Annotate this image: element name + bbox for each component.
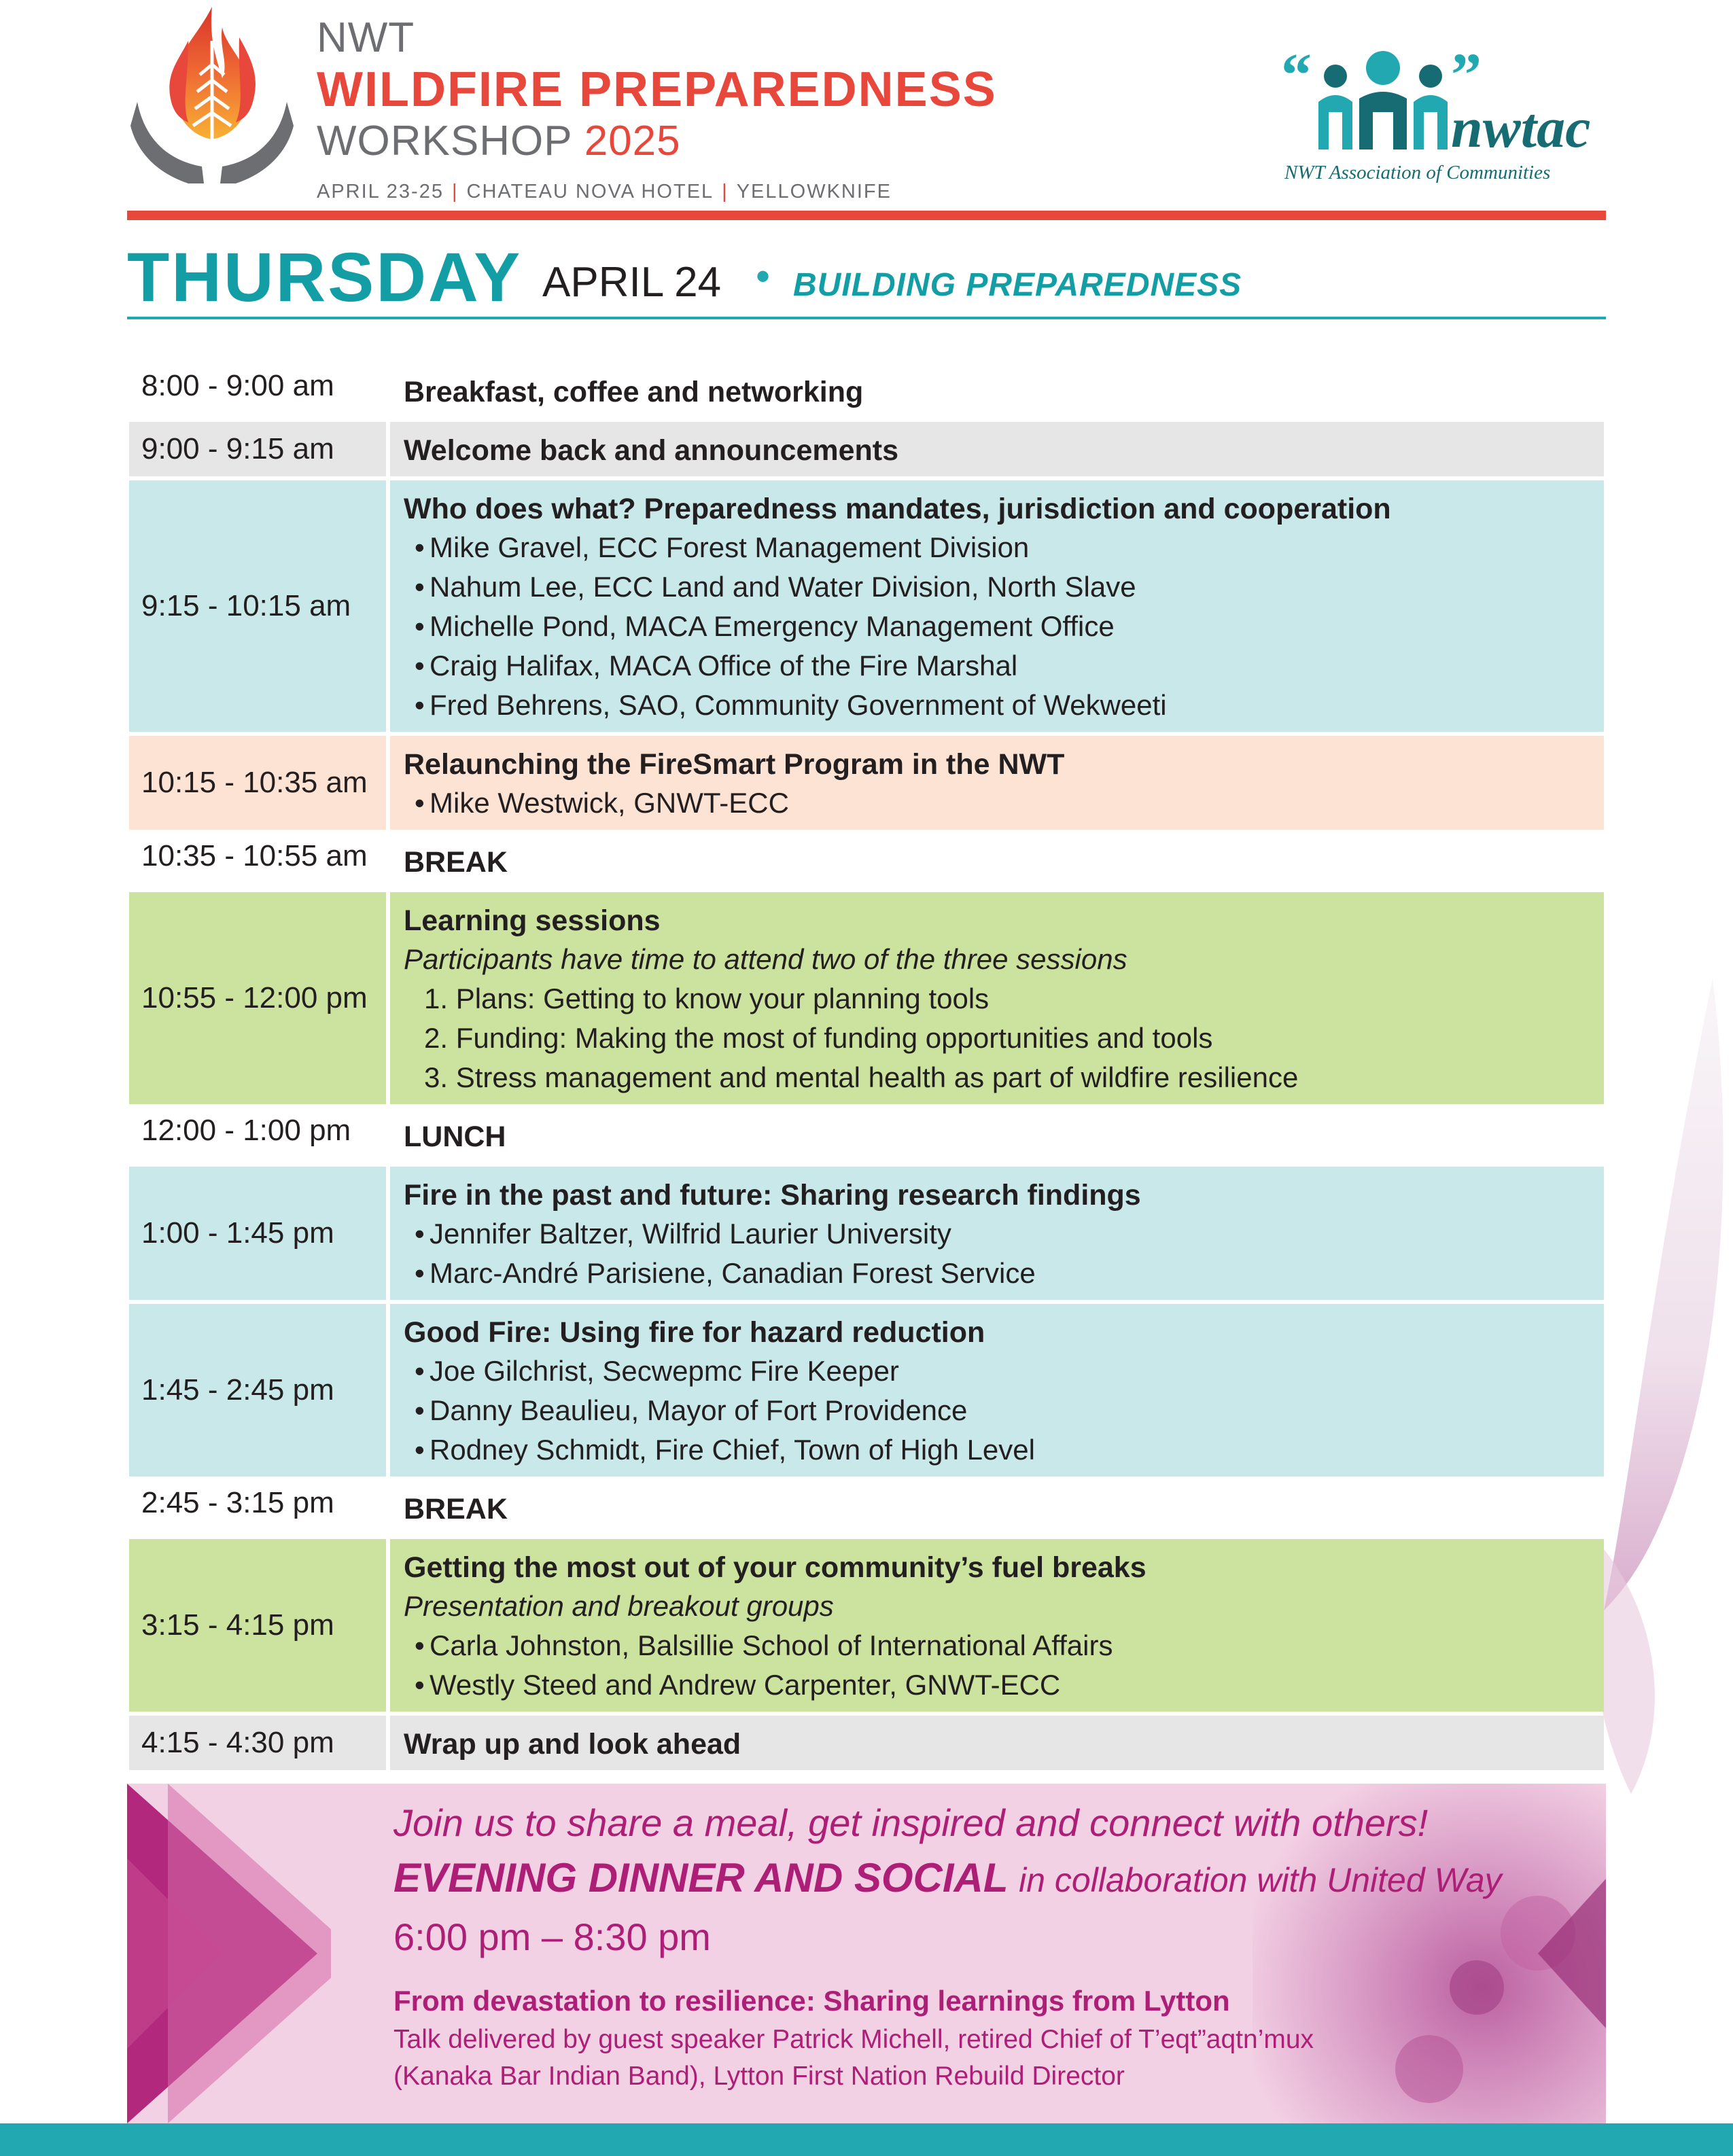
- agenda-time: 8:00 - 9:00 am: [141, 369, 334, 402]
- agenda-session-title: Welcome back and announcements: [404, 434, 899, 467]
- title-year: 2025: [584, 118, 681, 164]
- day-name: THURSDAY: [127, 238, 523, 316]
- speaker-item: • Michelle Pond, MACA Emergency Management Office: [404, 607, 1590, 646]
- agenda-session-title: BREAK: [404, 846, 508, 879]
- header-divider: [127, 211, 1606, 220]
- agenda-content: [390, 1167, 1604, 1300]
- event-venue: CHATEAU NOVA HOTEL: [466, 181, 714, 202]
- agenda-content: [390, 892, 1604, 1104]
- agenda-session-title: Breakfast, coffee and networking: [404, 376, 864, 408]
- talk-desc-line-2: (Kanaka Bar Indian Band), Lytton First Nation Rebuild Director: [393, 2062, 1125, 2091]
- agenda-session-title: Who does what? Preparedness mandates, jurisdiction and cooperation: [404, 493, 1391, 525]
- agenda-session-title: Learning sessions: [404, 904, 661, 937]
- footer-bar: [0, 2123, 1733, 2156]
- event-city: YELLOWKNIFE: [736, 181, 892, 202]
- session-option: 1. Plans: Getting to know your planning tools: [424, 983, 990, 1014]
- agenda-time: 10:55 - 12:00 pm: [129, 892, 386, 1104]
- title-main: WILDFIRE PREPAREDNESS: [317, 63, 997, 117]
- agenda-time: 10:35 - 10:55 am: [141, 839, 368, 872]
- speaker-list: [404, 783, 1590, 823]
- divider: |: [722, 181, 729, 202]
- agenda-row: [129, 1304, 1604, 1477]
- agenda-content: [390, 834, 1604, 888]
- speaker-list: [404, 1214, 1590, 1293]
- speaker-item: • Fred Behrens, SAO, Community Government of Wekweeti: [404, 686, 1590, 725]
- agenda-time: 1:00 - 1:45 pm: [129, 1167, 386, 1300]
- evening-invite: Join us to share a meal, get inspired and connect with others!: [393, 1801, 1429, 1844]
- agenda-session-title: Good Fire: Using fire for hazard reduction: [404, 1316, 985, 1349]
- title-workshop-word: WORKSHOP: [317, 118, 572, 164]
- agenda-time: 4:15 - 4:30 pm: [129, 1716, 386, 1770]
- svg-text:“: “: [1281, 48, 1312, 109]
- speaker-item: • Nahum Lee, ECC Land and Water Division, North Slave: [404, 567, 1590, 607]
- agenda-session-title: LUNCH: [404, 1120, 506, 1153]
- day-theme: BUILDING PREPAREDNESS: [793, 267, 1242, 303]
- arrow-chevron-decoration: [127, 1784, 331, 2123]
- speaker-list: [404, 1626, 1590, 1705]
- agenda-time: 2:45 - 3:15 pm: [141, 1486, 334, 1519]
- speaker-item: • Mike Westwick, GNWT-ECC: [404, 783, 1590, 823]
- evening-hours: 6:00 pm – 8:30 pm: [393, 1915, 711, 1958]
- agenda-content: [390, 1304, 1604, 1477]
- speaker-list: [404, 528, 1590, 725]
- agenda-time: 10:15 - 10:35 am: [129, 736, 386, 830]
- nwtac-wordmark: nwtac: [1451, 96, 1591, 160]
- agenda-row: [129, 480, 1604, 732]
- agenda-time: 3:15 - 4:15 pm: [129, 1539, 386, 1712]
- session-list: [404, 979, 1590, 1097]
- nwtac-logo: [1281, 48, 1607, 190]
- evening-text: [393, 1801, 1549, 2095]
- bullet-dot: •: [756, 253, 771, 299]
- evening-dinner-title: [393, 1854, 1549, 1901]
- speaker-item: • Mike Gravel, ECC Forest Management Division: [404, 528, 1590, 567]
- agenda-time: 12:00 - 1:00 pm: [141, 1114, 351, 1147]
- agenda-time: 1:45 - 2:45 pm: [129, 1304, 386, 1477]
- speaker-item: • Craig Halifax, MACA Office of the Fire Marshal: [404, 646, 1590, 686]
- agenda-content: [390, 364, 1604, 418]
- speaker-item: • Carla Johnston, Balsillie School of International Affairs: [404, 1626, 1590, 1665]
- talk-desc-line-1: Talk delivered by guest speaker Patrick Michell, retired Chief of T’eqt”aqtn’mux: [393, 2025, 1314, 2054]
- agenda-row: [129, 834, 1604, 888]
- agenda-session-title: Getting the most out of your community’s fuel breaks: [404, 1551, 1146, 1584]
- divider: |: [451, 181, 459, 202]
- day-date: APRIL 24: [542, 259, 722, 306]
- session-option: 3. Stress management and mental health as part of wildfire resilience: [424, 1061, 1299, 1093]
- agenda-row: [129, 1716, 1604, 1770]
- speaker-item: • Danny Beaulieu, Mayor of Fort Providence: [404, 1391, 1590, 1430]
- title-nwt: NWT: [317, 14, 415, 61]
- agenda-row: [129, 1481, 1604, 1535]
- event-details: [317, 181, 997, 203]
- speaker-item: • Marc-André Parisiene, Canadian Forest Service: [404, 1254, 1590, 1293]
- agenda-row: [129, 364, 1604, 418]
- nwtac-tagline: NWT Association of Communities: [1284, 162, 1551, 183]
- agenda-time: 9:00 - 9:15 am: [129, 422, 386, 476]
- dinner-collab: in collaboration with United Way: [1019, 1861, 1502, 1899]
- agenda-row: [129, 736, 1604, 830]
- event-title-block: [317, 14, 997, 203]
- agenda-time: 9:15 - 10:15 am: [129, 480, 386, 732]
- agenda-session-note: Participants have time to attend two of the three sessions: [404, 943, 1127, 975]
- agenda-row: [129, 1108, 1604, 1163]
- agenda-content: [390, 1539, 1604, 1712]
- agenda-session-note: Presentation and breakout groups: [404, 1590, 834, 1622]
- event-dates: APRIL 23-25: [317, 181, 444, 202]
- agenda-content: [390, 1716, 1604, 1770]
- agenda-session-title: Relaunching the FireSmart Program in the NWT: [404, 748, 1065, 781]
- agenda-content: [390, 480, 1604, 732]
- agenda-session-title: Wrap up and look ahead: [404, 1728, 741, 1761]
- title-workshop: [317, 117, 997, 166]
- agenda-content: [390, 1481, 1604, 1535]
- session-option: 2. Funding: Making the most of funding opportunities and tools: [424, 1022, 1213, 1054]
- agenda-content: [390, 422, 1604, 476]
- agenda-table: [129, 364, 1604, 1774]
- agenda-row: [129, 1167, 1604, 1300]
- speaker-item: • Rodney Schmidt, Fire Chief, Town of High Level: [404, 1430, 1590, 1470]
- speaker-list: [404, 1351, 1590, 1470]
- agenda-content: [390, 1108, 1604, 1163]
- agenda-content: [390, 736, 1604, 830]
- day-header: [127, 238, 1606, 319]
- speaker-item: • Joe Gilchrist, Secwepmc Fire Keeper: [404, 1351, 1590, 1391]
- agenda-session-title: BREAK: [404, 1493, 508, 1525]
- agenda-session-title: Fire in the past and future: Sharing research findings: [404, 1179, 1141, 1212]
- speaker-item: • Jennifer Baltzer, Wilfrid Laurier University: [404, 1214, 1590, 1254]
- talk-description: [393, 2021, 1549, 2095]
- agenda-row: [129, 892, 1604, 1104]
- wildfire-flame-hands-logo: [124, 0, 300, 190]
- talk-title: From devastation to resilience: Sharing learnings from Lytton: [393, 1985, 1230, 2017]
- speaker-item: • Westly Steed and Andrew Carpenter, GNWT-ECC: [404, 1665, 1590, 1705]
- evening-event-banner: [127, 1784, 1606, 2123]
- agenda-row: [129, 422, 1604, 476]
- dinner-name: EVENING DINNER AND SOCIAL: [393, 1855, 1008, 1901]
- svg-text:”: ”: [1451, 48, 1482, 109]
- agenda-row: [129, 1539, 1604, 1712]
